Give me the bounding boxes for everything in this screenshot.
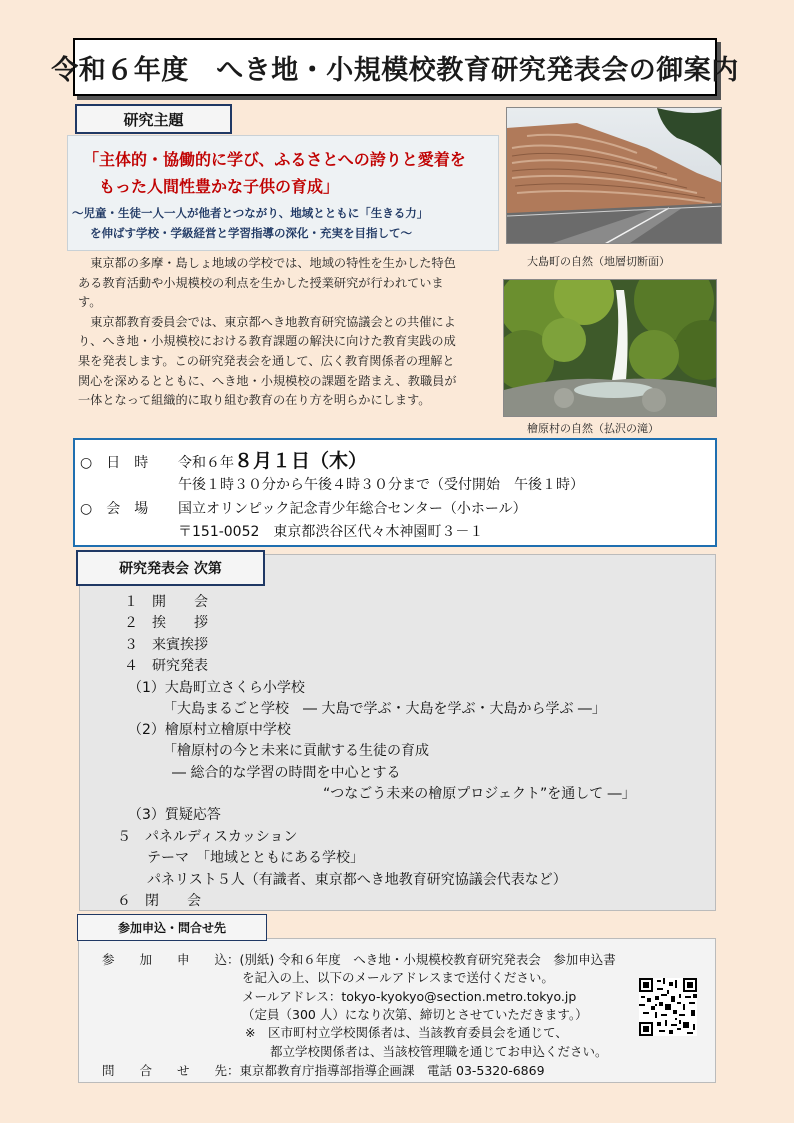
program-heading: 研究発表会 次第 xyxy=(76,550,265,586)
apply-line2: を記入の上、以下のメールアドレスまで送付ください。 xyxy=(242,970,554,985)
program-item: テーマ 「地域とともにある学校」 xyxy=(147,850,364,866)
note-line2: 都立学校関係者は、当該校管理職を通じてお申込ください。 xyxy=(270,1044,608,1059)
program-item: パネリスト５人（有識者、東京都へき地教育研究協議会代表など） xyxy=(147,872,567,888)
inquiry-label: 問 合 せ 先： xyxy=(102,1063,240,1078)
program-item: ４ 研究発表 xyxy=(124,658,208,674)
apply-line1: (別紙) 令和６年度 へき地・小規模校教育研究発表会 参加申込書 xyxy=(239,952,616,967)
program-item: （3）質疑応答 xyxy=(128,807,221,823)
theme-main-line2: もった人間性豊かな子供の育成」 xyxy=(99,177,340,196)
theme-sub-line1: ～児童・生徒一人一人が他者とつながり、地域とともに「生きる力」 xyxy=(72,206,429,220)
date-row xyxy=(80,446,367,473)
capacity-line: （定員（300 人）になり次第、締切とさせていただきます。） xyxy=(242,1007,588,1022)
apply-row xyxy=(102,950,616,968)
theme-main-line1: 「主体的・協働的に学び、ふるさとへの誇りと愛着を xyxy=(83,150,466,169)
apply-label: 参 加 申 込： xyxy=(102,952,240,967)
theme-sub xyxy=(72,203,500,243)
venue-row xyxy=(80,498,527,518)
note-line1: ※ 区市町村立学校関係者は、当該教育委員会を通じて、 xyxy=(245,1025,568,1040)
date-label: ○ 日 時 xyxy=(80,455,149,471)
theme-heading: 研究主題 xyxy=(75,104,232,134)
theme-main xyxy=(83,146,498,200)
photo-hinohara-waterfall xyxy=(503,279,717,417)
program-item: ２ 挨 拶 xyxy=(124,615,208,631)
program-item: ６ 閉 会 xyxy=(117,893,201,909)
photo-oshima-strata xyxy=(506,107,722,244)
program-item: ５ パネルディスカッション xyxy=(117,829,298,845)
photo-caption-1: 大島町の自然（地層切断面） xyxy=(527,255,670,268)
intro-paragraph-2: 東京都教育委員会では、東京都へき地教育研究協議会との共催により、へき地・小規模校における教育課題の解決に向けた教育実践の成果を発表します。この研究発表会を通して、広く教育関係者の理解と関心を深めるとともに、へき地・小規模校の課題を踏まえ、教職員が一体となって組織的に取り組む教育の在り方を明らかにします。 xyxy=(78,314,457,408)
program-item: 「檜原村の今と未来に貢献する生徒の育成 xyxy=(163,743,429,759)
intro-paragraph-1: 東京都の多摩・島しょ地域の学校では、地域の特性を生かした特色ある教育活動や小規模校の利点を生かした授業研究が行われています。 xyxy=(78,256,456,310)
time-row: 午後１時３０分から午後４時３０分まで（受付開始 午後１時） xyxy=(178,477,584,493)
address-row: 〒151-0052 東京都渋谷区代々木神園町３－１ xyxy=(178,524,484,540)
email-line: メールアドレス：tokyo-kyokyo@section.metro.tokyo.jp xyxy=(242,989,577,1004)
program-item: （2）檜原村立檜原中学校 xyxy=(128,722,291,738)
program-item: （1）大島町立さくら小学校 xyxy=(128,680,305,696)
title-box xyxy=(51,38,739,96)
contact-heading: 参加申込・問合せ先 xyxy=(77,914,267,941)
program-item: ３ 来賓挨拶 xyxy=(124,637,208,653)
qr-code[interactable] xyxy=(639,978,697,1036)
photo-caption-2: 檜原村の自然（払沢の滝） xyxy=(527,422,659,435)
venue-label: ○ 会 場 xyxy=(80,501,149,517)
venue-name: 国立オリンピック記念青少年総合センター（小ホール） xyxy=(178,501,527,517)
program-item: ― 総合的な学習の時間を中心とする xyxy=(172,765,401,781)
theme-sub-line2: を伸ばす学校・学級経営と学習指導の深化・充実を目指して～ xyxy=(90,226,412,240)
inquiry-row xyxy=(102,1061,545,1079)
inquiry-text: 東京都教育庁指導部指導企画課 電話 03-5320-6869 xyxy=(239,1063,545,1078)
date-prefix: 令和６年 xyxy=(178,455,234,471)
page-title: 令和６年度 へき地・小規模校教育研究発表会の御案内 xyxy=(51,54,739,86)
program-item: １ 開 会 xyxy=(124,594,208,610)
program-item: 「大島まるごと学校 ― 大島で学ぶ・大島を学ぶ・大島から学ぶ ―」 xyxy=(163,701,606,717)
intro-text xyxy=(78,254,464,411)
program-item: “つなごう未来の檜原プロジェクト”を通して ―」 xyxy=(323,786,636,802)
date-main: ８月１日（木） xyxy=(234,450,368,472)
